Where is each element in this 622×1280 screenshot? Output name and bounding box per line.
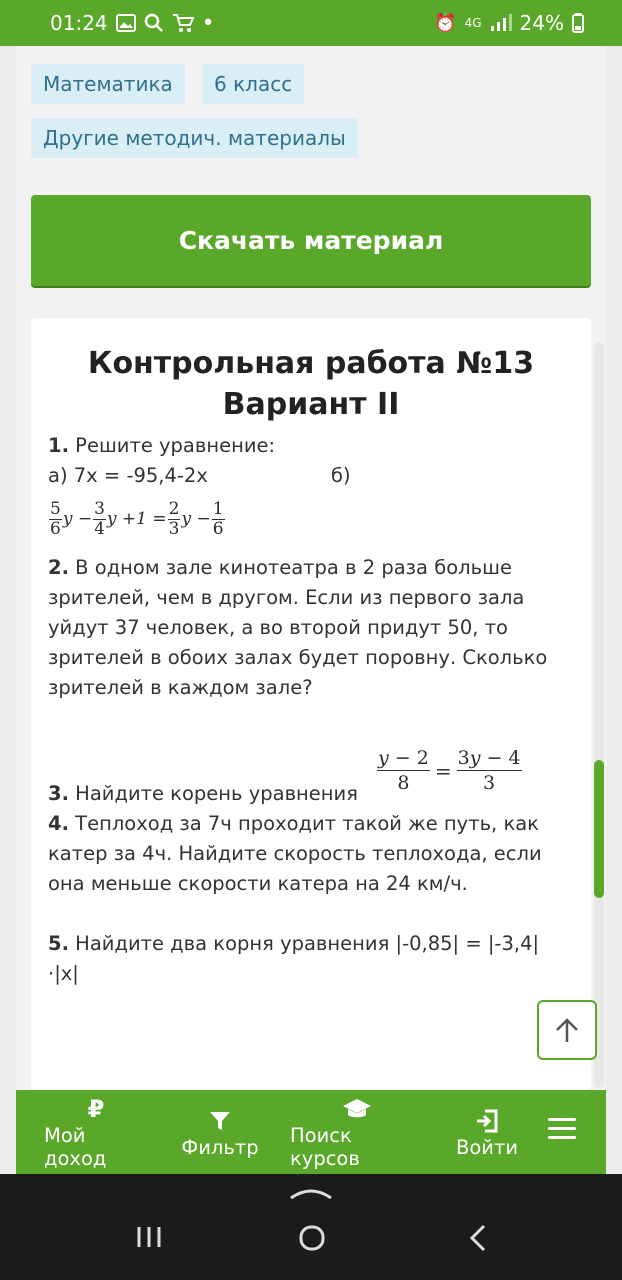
ruble-icon: ₽ <box>87 1095 105 1123</box>
task-1-parts <box>48 461 574 491</box>
cart-icon <box>172 13 194 33</box>
gallery-icon <box>116 14 136 32</box>
battery-percent: 24% <box>519 11 564 35</box>
battery-icon <box>572 13 584 33</box>
document-title: Контрольная работа №13 <box>87 346 535 381</box>
network-type: 4G <box>464 16 482 30</box>
notification-dot-icon: • <box>201 10 215 36</box>
nav-my-income[interactable]: ₽ Мой доход <box>44 1095 107 1170</box>
tag-other-materials[interactable]: Другие методич. материалы <box>31 118 358 158</box>
bottom-navigation <box>16 1090 606 1174</box>
system-navigation-bar <box>0 1174 622 1280</box>
login-icon <box>475 1106 499 1136</box>
home-icon[interactable] <box>298 1224 326 1252</box>
task-5: 5. Найдите два корня уравнения |-0,85| = |-3,4| ·|x| <box>48 932 540 985</box>
nav-course-search[interactable]: Поиск курсов <box>290 1090 424 1174</box>
task-2: 2. В одном зале кинотеатра в 2 раза больше зрителей, чем в другом. Если из первого зала уйдут 37 человек, а во второй придут 50, то зрителей в обоих залах будет поровну. Сколько зрителей в каждом зале? <box>48 556 548 699</box>
task-1-heading: 1. Решите уравнение: <box>48 434 276 457</box>
page-content <box>16 46 606 1090</box>
document-preview <box>31 318 591 1090</box>
scroll-to-top-button[interactable] <box>537 1000 597 1060</box>
document-subtitle: Вариант II <box>222 387 400 422</box>
task-1-part-b: б) <box>331 464 351 487</box>
document-scrollbar-thumb[interactable] <box>594 760 604 898</box>
download-button[interactable]: Скачать материал <box>31 195 591 286</box>
chevron-up-icon[interactable] <box>289 1186 333 1200</box>
graduation-cap-icon <box>342 1094 372 1124</box>
nav-filter[interactable]: Фильтр <box>176 1090 264 1174</box>
task-1-part-a: а) 7х = -95,4-2х <box>48 464 208 487</box>
nav-login[interactable]: Войти <box>453 1090 521 1174</box>
signal-icon <box>490 14 512 32</box>
status-time: 01:24 <box>50 11 108 35</box>
task-1-equation-image: $\frac{5}{6}$ y − $\frac{3}{4}$ y +1 = $\frac{2}{3}$ y − $\frac{1}{6}$ <box>50 498 224 539</box>
tag-grade[interactable]: 6 класс <box>202 64 304 104</box>
task-4: 4. Теплоход за 7ч проходит такой же путь, как катер за 4ч. Найдите скорость теплохода, если она меньше скорости катера на 24 км/ч. <box>48 812 542 895</box>
arrow-up-icon <box>553 1016 581 1044</box>
task-3: 3. Найдите корень уравнения <box>48 782 358 805</box>
status-bar <box>0 0 622 46</box>
filter-icon <box>209 1106 231 1136</box>
document-scrollbar-track[interactable] <box>594 342 604 1088</box>
task-3-equation-image: $\frac{y - 2}{8}$ = $\frac{3y - 4}{3}$ <box>378 747 521 794</box>
alarm-icon: ⏰ <box>434 12 457 34</box>
recent-apps-icon[interactable] <box>136 1224 162 1250</box>
tag-math[interactable]: Математика <box>31 64 185 104</box>
menu-icon[interactable] <box>548 1118 576 1145</box>
search-icon <box>144 13 164 33</box>
back-icon[interactable] <box>468 1224 488 1252</box>
